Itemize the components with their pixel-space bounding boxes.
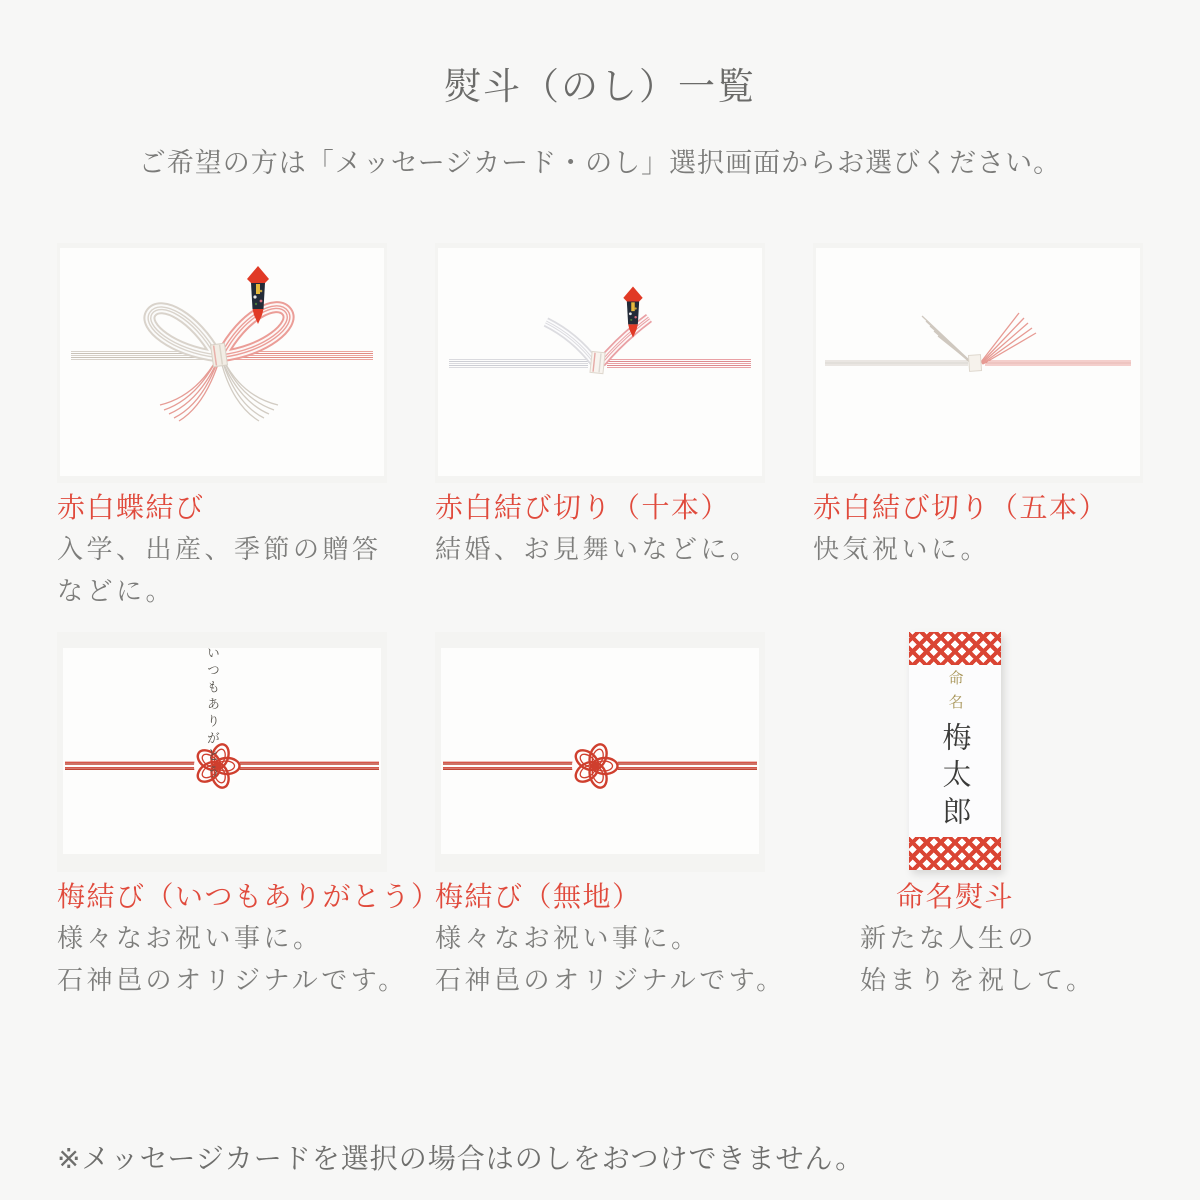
noshi-card-musubikiri-ten — [435, 243, 765, 612]
musubikiri-five-graphic — [813, 243, 1143, 483]
baby-name-text: 梅太郎 — [938, 722, 971, 833]
butterfly-bow-graphic — [57, 243, 387, 483]
noshi-photo-butterfly-bow — [57, 243, 387, 483]
noshi-description: 快気祝いに。 — [813, 534, 991, 564]
noshi-photo-meimei — [813, 632, 1143, 872]
meimei-strip-body — [909, 665, 1001, 837]
meimei-label: 命名 — [946, 670, 964, 718]
noshi-grid — [57, 243, 1143, 1001]
noshi-title: 命名熨斗 — [895, 881, 1014, 912]
noshi-card-butterfly-bow — [57, 243, 387, 612]
plum-knot-graphic — [435, 632, 765, 872]
noshi-description: 入学、出産、季節の贈答 などに。 — [57, 534, 382, 606]
noshi-card-musubikiri-five — [813, 243, 1143, 612]
noshi-card-meimei — [813, 632, 1143, 1001]
noshi-title: 梅結び（無地） — [435, 881, 642, 912]
lattice-pattern-top — [909, 632, 1001, 665]
page-subtitle: ご希望の方は「メッセージカード・のし」選択画面からお選びください。 — [138, 148, 1062, 178]
plum-knot-graphic — [57, 632, 387, 872]
noshi-title: 赤白蝶結び — [57, 492, 205, 523]
noshi-description: 結婚、お見舞いなどに。 — [435, 534, 760, 564]
noshi-title: 赤白結び切り（十本） — [435, 492, 731, 523]
noshi-description: 様々なお祝い事に。 石神邑のオリジナルです。 — [57, 923, 408, 995]
noshi-photo-musubikiri-five — [813, 243, 1143, 483]
envelope-handwritten-note: いつもありがとう — [205, 646, 220, 782]
noshi-card-plum-arigato — [57, 632, 441, 1001]
noshi-description: 様々なお祝い事に。 石神邑のオリジナルです。 — [435, 923, 786, 995]
noshi-photo-musubikiri-ten — [435, 243, 765, 483]
footer-note: ※メッセージカードを選択の場合はのしをおつけできません。 — [57, 1143, 865, 1174]
noshi-card-plum-plain — [435, 632, 786, 1001]
noshi-title: 赤白結び切り（五本） — [813, 492, 1109, 523]
noshi-photo-plum-arigato — [57, 632, 387, 872]
noshi-description: 新たな人生の 始まりを祝して。 — [860, 923, 1096, 995]
meimei-noshi-strip — [909, 632, 1001, 870]
page-title: 熨斗（のし）一覧 — [444, 66, 756, 107]
musubikiri-ten-graphic — [435, 243, 765, 483]
noshi-title: 梅結び（いつもありがとう） — [57, 881, 441, 912]
noshi-photo-plum-plain — [435, 632, 765, 872]
lattice-pattern-bottom — [909, 837, 1001, 870]
